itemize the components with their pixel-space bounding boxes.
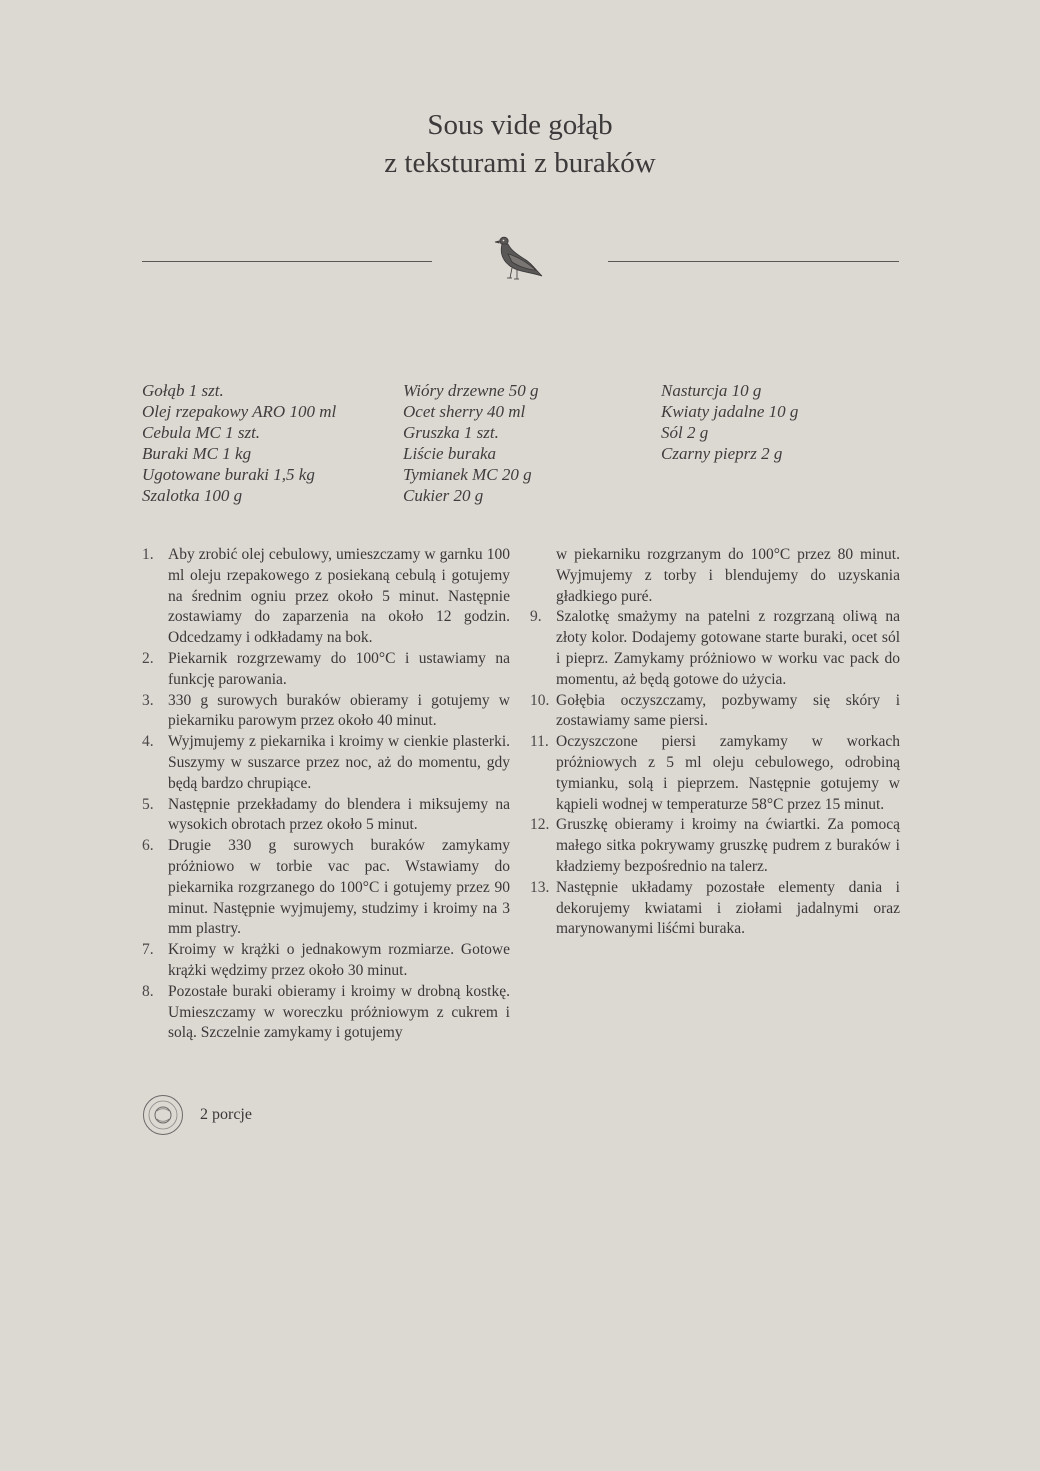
step-text: Drugie 330 g surowych buraków zamykamy próżniowo w torbie vac pac. Wstawiamy do piekarnika rozgrzanego do 100°C i gotujemy przez 90 minut. Następnie wyjmujemy, studzimy i kroimy na 3 mm plastry. — [168, 837, 510, 938]
step-text: Następnie układamy pozostałe elementy dania i dekorujemy kwiatami i ziołami jadalnymi oraz marynowanymi liśćmi buraka. — [556, 878, 900, 938]
step-number: 2. — [142, 649, 154, 667]
step-text: Kroimy w krążki o jednakowym rozmiarze. Gotowe krążki wędzimy przez około 30 minut. — [168, 941, 510, 979]
plate-icon — [142, 1094, 184, 1136]
step-number: 8. — [142, 982, 154, 1000]
ingredient-item: Czarny pieprz 2 g — [661, 444, 783, 463]
step-item — [142, 691, 510, 733]
ingredient-item: Liście buraka — [403, 444, 497, 463]
pigeon-icon — [490, 230, 550, 290]
step-item — [530, 732, 900, 815]
ingredient-item: Szalotka 100 g — [142, 486, 243, 505]
step-item — [142, 545, 510, 649]
ingredient-item: Ugotowane buraki 1,5 kg — [142, 465, 315, 484]
step-number: 3. — [142, 691, 154, 709]
ingredient-item: Olej rzepakowy ARO 100 ml — [142, 402, 337, 421]
recipe-title-line-1: Sous vide gołąb — [427, 109, 613, 141]
step-text: Gruszkę obieramy i kroimy na ćwiartki. Za pomocą małego sitka pokrywamy gruszkę pudrem z buraków i kładziemy bezpośrednio na talerz. — [556, 816, 900, 875]
servings-count: 2 porcje — [200, 1106, 252, 1123]
step-text: Następnie przekładamy do blendera i miksujemy na wysokich obrotach przez około 5 minut. — [168, 795, 510, 834]
step-text: Wyjmujemy z piekarnika i kroimy w cienkie plasterki. Suszymy w suszarce przez noc, aż do momentu, gdy będą bardzo chrupiące. — [168, 733, 510, 792]
step-text: 330 g surowych buraków obieramy i gotujemy w piekarniku parowym przez około 40 minut. — [168, 691, 510, 730]
step-item — [530, 878, 900, 940]
step-text: Szalotkę smażymy na patelni z rozgrzaną oliwą na złoty kolor. Dodajemy gotowane starte buraki, ocet sól i pieprz. Zamykamy próżniowo w worku vac pack do momentu, aż będą gotowe do użycia. — [556, 608, 900, 688]
ingredients-column-3 — [661, 380, 798, 464]
ingredient-item: Sól 2 g — [661, 423, 709, 442]
ingredients-column-2 — [403, 380, 539, 506]
step-number: 6. — [142, 837, 154, 855]
ingredient-item: Kwiaty jadalne 10 g — [661, 402, 799, 421]
servings-info — [142, 1094, 252, 1136]
ingredients-column-1 — [142, 380, 336, 506]
step-number: 1. — [142, 546, 154, 563]
step-item — [142, 795, 510, 837]
step-number: 4. — [142, 733, 154, 751]
ingredient-item: Nasturcja 10 g — [661, 381, 762, 400]
step-number: 5. — [142, 795, 154, 813]
recipe-title-line-2: z teksturami z buraków — [384, 147, 656, 179]
ingredient-item: Gołąb 1 szt. — [142, 381, 224, 400]
step-item — [530, 815, 900, 877]
divider-right — [608, 261, 899, 262]
ingredient-item: Gruszka 1 szt. — [403, 423, 499, 442]
step-item — [142, 982, 510, 1044]
recipe-title — [0, 106, 1040, 182]
ingredient-item: Cukier 20 g — [403, 486, 484, 505]
ingredient-item: Buraki MC 1 kg — [142, 444, 252, 463]
step-item — [530, 691, 900, 733]
step-text: Oczyszczone piersi zamykamy w workach próżniowych z 5 ml oleju cebulowego, odrobiną tymianku, solą i pieprzem. Następnie gotujemy w kąpieli wodnej w temperaturze 58°C przez 15 minut. — [556, 733, 900, 813]
step-text: Aby zrobić olej cebulowy, umieszczamy w garnku 100 ml oleju rzepakowego z posiekaną cebulą i gotujemy na średnim ogniu przez około 5 minut. Następnie zostawiamy do zaparzenia na około 12 godzin. Odcedzamy i odkładamy na bok. — [168, 546, 510, 647]
ingredient-item: Wióry drzewne 50 g — [403, 381, 539, 400]
step-continuation: w piekarniku rozgrzanym do 100°C przez 80 minut. Wyjmujemy z torby i blendujemy do uzyskania gładkiego puré. — [556, 546, 900, 605]
step-number: 11. — [530, 733, 549, 751]
step-text: Gołębia oczyszczamy, pozbywamy się skóry i zostawiamy same piersi. — [556, 691, 900, 730]
ingredient-item: Tymianek MC 20 g — [403, 465, 532, 484]
step-item — [142, 940, 510, 982]
ingredient-item: Cebula MC 1 szt. — [142, 423, 261, 442]
step-number: 9. — [530, 608, 542, 626]
step-text: Piekarnik rozgrzewamy do 100°C i ustawiamy na funkcję parowania. — [168, 649, 510, 688]
step-item — [530, 607, 900, 690]
steps-column-right — [530, 545, 900, 940]
step-item — [142, 836, 510, 940]
divider-left — [142, 261, 432, 262]
step-item — [142, 649, 510, 691]
step-number: 12. — [530, 816, 550, 834]
step-text: Pozostałe buraki obieramy i kroimy w drobną kostkę. Umieszczamy w woreczku próżniowym z cukrem i solą. Szczelnie zamykamy i gotujemy — [168, 982, 510, 1042]
step-number: 10. — [530, 691, 550, 709]
ingredient-item: Ocet sherry 40 ml — [403, 402, 526, 421]
step-item — [142, 732, 510, 794]
steps-column-left — [142, 545, 510, 1044]
step-number: 13. — [530, 878, 550, 896]
step-number: 7. — [142, 941, 154, 959]
